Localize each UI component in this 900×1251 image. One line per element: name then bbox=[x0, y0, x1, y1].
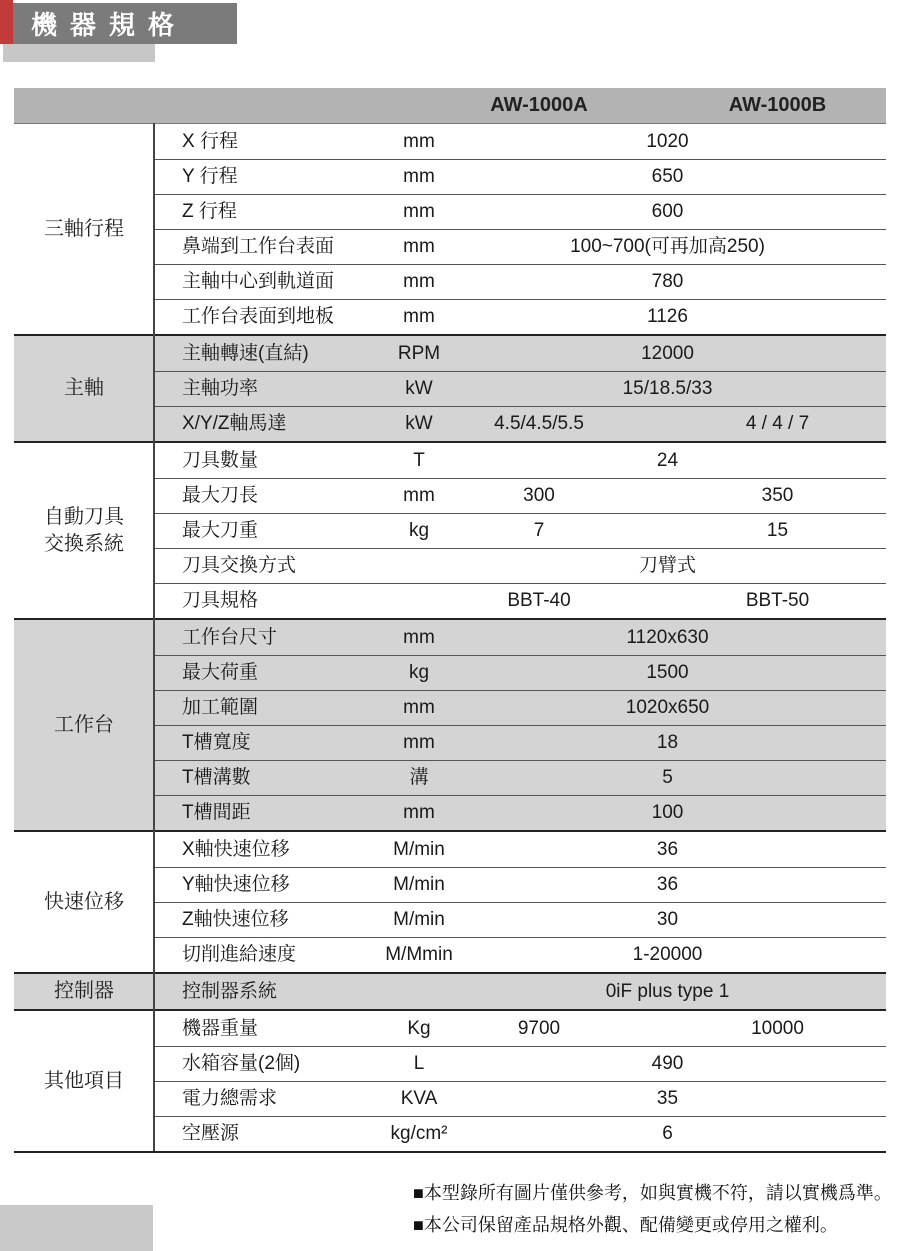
row-value-span: 24 bbox=[656, 450, 679, 471]
row-label: 工作台表面到地板 bbox=[182, 306, 335, 327]
row-value-span: 5 bbox=[662, 767, 673, 788]
row-unit: mm bbox=[403, 802, 435, 823]
row-label: T槽寬度 bbox=[182, 732, 251, 753]
row-value-span: 600 bbox=[651, 201, 684, 222]
row-label: 刀具規格 bbox=[182, 590, 259, 611]
row-unit: KVA bbox=[400, 1088, 438, 1109]
row-unit: mm bbox=[403, 166, 435, 187]
spec-row bbox=[14, 513, 886, 548]
row-value-a: 7 bbox=[533, 520, 545, 541]
row-value-b: 15 bbox=[766, 520, 789, 541]
spec-row bbox=[14, 1081, 886, 1116]
row-label: Y 行程 bbox=[182, 166, 238, 187]
spec-row bbox=[14, 655, 886, 690]
spec-row bbox=[14, 725, 886, 760]
row-value-span: 1126 bbox=[647, 306, 688, 327]
row-unit: kW bbox=[405, 378, 433, 399]
section-label-text: 控制器 bbox=[54, 980, 114, 1002]
row-label: Z軸快速位移 bbox=[182, 909, 289, 930]
row-unit: mm bbox=[403, 201, 435, 222]
row-label: 空壓源 bbox=[182, 1123, 240, 1144]
vertical-divider bbox=[153, 123, 155, 1151]
section-label-text: 主軸 bbox=[64, 377, 104, 399]
column-header-model-a: AW-1000A bbox=[490, 94, 588, 116]
row-label: 機器重量 bbox=[182, 1018, 259, 1039]
row-value-span: 100 bbox=[651, 802, 684, 823]
row-value-a: BBT-40 bbox=[507, 590, 571, 611]
row-label: 電力總需求 bbox=[182, 1088, 278, 1109]
row-value-span: 12000 bbox=[641, 343, 694, 364]
row-value-a: 300 bbox=[523, 485, 555, 506]
row-unit: mm bbox=[403, 306, 435, 327]
row-value-a: 9700 bbox=[517, 1018, 561, 1039]
row-value-span: 30 bbox=[656, 909, 679, 930]
row-unit: kg/cm² bbox=[390, 1123, 448, 1144]
row-label: X/Y/Z軸馬達 bbox=[182, 413, 287, 434]
row-label: Z 行程 bbox=[182, 201, 237, 222]
row-label: T槽間距 bbox=[182, 802, 251, 823]
spec-row bbox=[14, 1046, 886, 1081]
row-label: 最大刀重 bbox=[182, 520, 259, 541]
row-label: 刀具數量 bbox=[182, 450, 259, 471]
row-label: 主軸功率 bbox=[182, 378, 259, 399]
section-label-text: 快速位移 bbox=[44, 890, 124, 913]
row-value-span: 36 bbox=[656, 874, 679, 895]
row-unit: kg bbox=[408, 662, 430, 683]
spec-row bbox=[14, 902, 886, 937]
section-label-text: 其他項目 bbox=[44, 1069, 124, 1092]
row-label: X 行程 bbox=[182, 131, 238, 152]
footnote-1: ■本型錄所有圖片僅供參考，如與實機不符，請以實機爲準。 bbox=[413, 1183, 892, 1203]
row-unit: M/min bbox=[393, 839, 445, 860]
table-header bbox=[14, 88, 886, 123]
spec-row bbox=[14, 620, 886, 655]
row-label: 主軸中心到軌道面 bbox=[182, 271, 335, 292]
spec-row bbox=[14, 583, 886, 618]
page-title bbox=[13, 3, 237, 44]
row-label: 加工範圍 bbox=[182, 697, 259, 718]
row-unit: RPM bbox=[397, 343, 441, 364]
row-unit: 溝 bbox=[409, 767, 429, 788]
spec-row bbox=[14, 974, 886, 1009]
spec-row bbox=[14, 478, 886, 513]
spec-row bbox=[14, 937, 886, 972]
row-value-b: 10000 bbox=[751, 1018, 804, 1039]
row-label: Y軸快速位移 bbox=[182, 874, 290, 895]
spec-row bbox=[14, 832, 886, 867]
section-6 bbox=[14, 1009, 886, 1151]
section-0 bbox=[14, 123, 886, 334]
section-4 bbox=[14, 830, 886, 972]
spec-row bbox=[14, 229, 886, 264]
row-value-span: 650 bbox=[651, 166, 684, 187]
row-value-span: 18 bbox=[656, 732, 679, 753]
row-unit: mm bbox=[403, 485, 435, 506]
spec-row bbox=[14, 124, 886, 159]
row-unit: mm bbox=[403, 131, 435, 152]
section-2 bbox=[14, 441, 886, 618]
row-unit: M/min bbox=[393, 909, 445, 930]
row-label: 最大荷重 bbox=[182, 662, 259, 683]
row-value-span: 1020x650 bbox=[625, 697, 710, 718]
row-value-span: 35 bbox=[656, 1088, 679, 1109]
page-title-text: 機器規格 bbox=[31, 10, 188, 40]
row-unit: M/Mmin bbox=[385, 944, 453, 965]
footnotes bbox=[413, 1177, 892, 1241]
row-unit: Kg bbox=[407, 1018, 431, 1039]
row-value-b: 350 bbox=[761, 485, 794, 506]
row-unit: mm bbox=[403, 627, 435, 648]
row-label: 切削進給速度 bbox=[182, 944, 297, 965]
section-label-text: 工作台 bbox=[54, 713, 114, 736]
row-value-span: 1120x630 bbox=[626, 627, 709, 648]
row-value-span: 100~700(可再加高250) bbox=[570, 236, 765, 257]
row-value-span: 36 bbox=[656, 839, 679, 860]
spec-row bbox=[14, 1116, 886, 1151]
section-3 bbox=[14, 618, 886, 830]
page-corner-block bbox=[0, 1205, 153, 1251]
row-unit: mm bbox=[403, 236, 435, 257]
spec-row bbox=[14, 194, 886, 229]
section-label-text: 三軸行程 bbox=[44, 217, 124, 240]
spec-row bbox=[14, 760, 886, 795]
row-value-span: 490 bbox=[651, 1053, 684, 1074]
row-value-span: 1-20000 bbox=[632, 944, 703, 965]
spec-row bbox=[14, 371, 886, 406]
row-unit: kW bbox=[405, 413, 433, 434]
row-unit: mm bbox=[403, 732, 435, 753]
row-label: 刀具交換方式 bbox=[182, 555, 297, 576]
section-label-text: 自動刀具交換系統 bbox=[44, 505, 124, 555]
row-value-span: 1020 bbox=[646, 131, 689, 152]
row-unit: L bbox=[413, 1053, 425, 1074]
spec-row bbox=[14, 299, 886, 334]
row-value-span: 1500 bbox=[646, 662, 689, 683]
spec-row bbox=[14, 690, 886, 725]
row-value-span: 15/18.5/33 bbox=[622, 378, 713, 399]
row-label: 主軸轉速(直結) bbox=[182, 343, 309, 364]
row-label: 水箱容量(2個) bbox=[182, 1053, 301, 1074]
row-value-b: BBT-50 bbox=[745, 590, 810, 611]
spec-row bbox=[14, 336, 886, 371]
row-value-span: 刀臂式 bbox=[638, 555, 696, 576]
row-unit: M/min bbox=[393, 874, 445, 895]
column-header-model-b: AW-1000B bbox=[728, 94, 827, 116]
row-value-b: 4 / 4 / 7 bbox=[745, 413, 810, 434]
row-unit: T bbox=[413, 450, 425, 471]
row-label: 最大刀長 bbox=[182, 485, 259, 506]
row-value-span: 780 bbox=[651, 271, 684, 292]
section-5 bbox=[14, 972, 886, 1009]
row-value-a: 4.5/4.5/5.5 bbox=[494, 413, 584, 434]
row-label: 控制器系統 bbox=[182, 981, 278, 1002]
row-label: 鼻端到工作台表面 bbox=[182, 236, 335, 257]
title-accent-bar bbox=[0, 0, 13, 44]
section-1 bbox=[14, 334, 886, 441]
sections bbox=[14, 123, 886, 1153]
spec-row bbox=[14, 867, 886, 902]
row-label: X軸快速位移 bbox=[182, 839, 290, 860]
spec-row bbox=[14, 1011, 886, 1046]
spec-table bbox=[14, 88, 886, 1153]
row-unit: kg bbox=[408, 520, 430, 541]
page-title-shadow bbox=[3, 44, 155, 62]
row-unit: mm bbox=[403, 697, 435, 718]
spec-row bbox=[14, 795, 886, 830]
row-value-span: 6 bbox=[662, 1123, 673, 1144]
footnote-2: ■本公司保留產品規格外觀、配備變更或停用之權利。 bbox=[413, 1215, 838, 1235]
spec-row bbox=[14, 159, 886, 194]
spec-row bbox=[14, 548, 886, 583]
row-label: 工作台尺寸 bbox=[182, 627, 278, 648]
row-label: T槽溝數 bbox=[182, 767, 251, 788]
spec-row bbox=[14, 264, 886, 299]
row-value-span: 0iF plus type 1 bbox=[605, 981, 730, 1002]
spec-row bbox=[14, 443, 886, 478]
row-unit: mm bbox=[403, 271, 435, 292]
spec-row bbox=[14, 406, 886, 441]
